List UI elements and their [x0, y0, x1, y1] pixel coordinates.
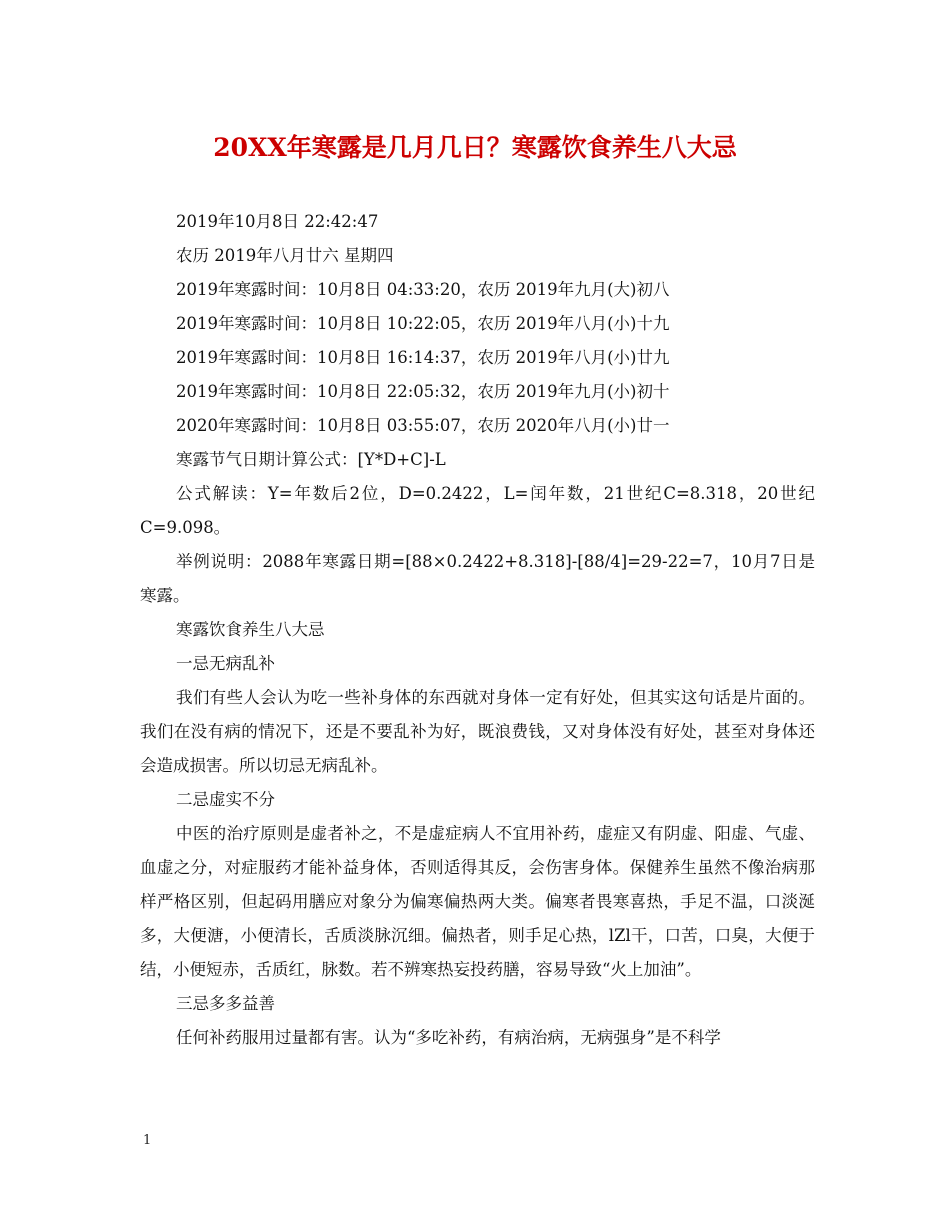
paragraph-2: 中医的治疗原则是虚者补之，不是虚症病人不宜用补药，虚症又有阴虚、阳虚、气虚、血虚之分，对症服药才能补益身体，否则适得其反，会伤害身体。保健养生虽然不像治病那样严格区别，但起码用膳应对象分为偏寒偏热两大类。偏寒者畏寒喜热，手足不温，口淡涎多，大便溏，小便清长，舌质淡脉沉细。偏热者，则手足心热，lZl干，口苦，口臭，大便于结，小便短赤，舌质红，脉数。若不辨寒热妄投药膳，容易导致“火上加油”。 [140, 824, 815, 979]
subheading-1: 一忌无病乱补 [176, 654, 275, 673]
hanlu-time-line-4: 2019年寒露时间：10月8日 22:05:32，农历 2019年九月(小)初十 [176, 382, 670, 401]
example-paragraph: 举例说明：2088年寒露日期=[88×0.2422+8.318]-[88/4]=29-22=7，10月7日是寒露。 [140, 552, 815, 605]
hanlu-time-line-2: 2019年寒露时间：10月8日 10:22:05，农历 2019年八月(小)十九 [176, 314, 670, 333]
hanlu-time-line-5: 2020年寒露时间：10月8日 03:55:07，农历 2020年八月(小)廿一 [176, 416, 670, 435]
lunar-date-line: 农历 2019年八月廿六 星期四 [176, 246, 394, 265]
section-heading: 寒露饮食养生八大忌 [176, 620, 325, 639]
document-title: 20XX年寒露是几月几日？寒露饮食养生八大忌 [213, 133, 737, 162]
formula-explanation: 公式解读：Y=年数后2位，D=0.2422，L=闰年数，21世纪C=8.318，20世纪C=9.098。 [140, 484, 815, 537]
formula-line: 寒露节气日期计算公式：[Y*D+C]-L [176, 450, 446, 469]
subheading-2: 二忌虚实不分 [176, 790, 275, 809]
hanlu-time-line-3: 2019年寒露时间：10月8日 16:14:37，农历 2019年八月(小)廿九 [176, 348, 670, 367]
paragraph-3: 任何补药服用过量都有害。认为“多吃补药，有病治病，无病强身”是不科学 [176, 1028, 721, 1047]
hanlu-time-line-1: 2019年寒露时间：10月8日 04:33:20，农历 2019年九月(大)初八 [176, 280, 670, 299]
subheading-3: 三忌多多益善 [176, 994, 275, 1013]
page-number: 1 [143, 1133, 152, 1148]
document-body [140, 205, 815, 1055]
datetime-line: 2019年10月8日 22:42:47 [176, 212, 379, 231]
paragraph-1: 我们有些人会认为吃一些补身体的东西就对身体一定有好处，但其实这句话是片面的。我们在没有病的情况下，还是不要乱补为好，既浪费钱，又对身体没有好处，甚至对身体还会造成损害。所以切忌无病乱补。 [140, 688, 815, 775]
